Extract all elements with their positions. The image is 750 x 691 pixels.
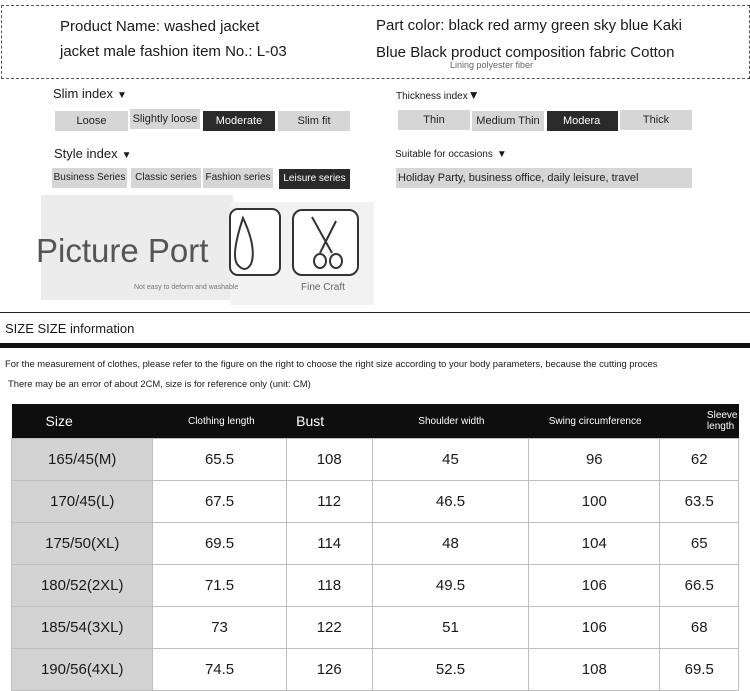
table-cell: 66.5 bbox=[660, 565, 739, 607]
size-note-1: For the measurement of clothes, please refer to the figure on the right to choose the right size according to your body parameters, because the cutting proces bbox=[5, 358, 658, 369]
table-cell: 52.5 bbox=[372, 649, 528, 691]
table-cell: 104 bbox=[529, 523, 660, 565]
col-header-clothing-length: Clothing length bbox=[153, 404, 286, 439]
occasions-text: Suitable for occasions bbox=[395, 149, 493, 160]
table-cell: 65.5 bbox=[153, 439, 286, 481]
style-option-classic[interactable]: Classic series bbox=[131, 168, 201, 188]
slim-option-loose[interactable]: Loose bbox=[55, 111, 128, 131]
style-option-fashion[interactable]: Fashion series bbox=[203, 168, 273, 188]
fine-craft-caption: Fine Craft bbox=[301, 282, 345, 293]
thickness-option-medium-thin[interactable]: Medium Thin bbox=[472, 111, 544, 131]
product-color-line1: Part color: black red army green sky blue Kaki bbox=[376, 17, 682, 34]
size-cell: 185/54(3XL) bbox=[12, 607, 153, 649]
table-cell: 67.5 bbox=[153, 481, 286, 523]
product-color-line2: Blue Black product composition fabric Cotton bbox=[376, 44, 675, 61]
size-cell: 190/56(4XL) bbox=[12, 649, 153, 691]
thickness-index-text: Thickness index bbox=[396, 91, 468, 102]
table-row bbox=[12, 481, 739, 523]
triangle-down-icon: ▼ bbox=[467, 88, 480, 102]
triangle-down-icon: ▼ bbox=[121, 150, 132, 161]
size-note-2: There may be an error of about 2CM, size is for reference only (unit: CM) bbox=[8, 378, 311, 389]
style-option-leisure[interactable]: Leisure series bbox=[279, 169, 350, 189]
table-cell: 126 bbox=[286, 649, 372, 691]
table-row bbox=[12, 649, 739, 691]
table-cell: 73 bbox=[153, 607, 286, 649]
table-row bbox=[12, 565, 739, 607]
size-cell: 170/45(L) bbox=[12, 481, 153, 523]
picture-port-watermark: Picture Port bbox=[36, 232, 209, 269]
col-header-sleeve-length: Sleeve length bbox=[660, 404, 739, 439]
washable-caption: Not easy to deform and washable bbox=[134, 284, 239, 291]
size-table bbox=[11, 404, 739, 691]
table-cell: 118 bbox=[286, 565, 372, 607]
size-section-title: SIZE SIZE information bbox=[5, 321, 135, 336]
col-header-shoulder-width: Shoulder width bbox=[372, 404, 528, 439]
table-cell: 49.5 bbox=[372, 565, 528, 607]
thickness-option-thin[interactable]: Thin bbox=[398, 110, 470, 130]
divider bbox=[0, 312, 750, 313]
table-cell: 48 bbox=[372, 523, 528, 565]
col-header-swing: Swing circumference bbox=[529, 404, 660, 439]
slim-index-text: Slim index bbox=[53, 86, 113, 101]
size-cell: 180/52(2XL) bbox=[12, 565, 153, 607]
table-cell: 69.5 bbox=[153, 523, 286, 565]
lining-text: Lining polyester fiber bbox=[450, 60, 534, 70]
table-row bbox=[12, 607, 739, 649]
thickness-option-moderate[interactable]: Modera bbox=[547, 111, 618, 131]
triangle-down-icon: ▼ bbox=[496, 149, 507, 160]
style-option-business[interactable]: Business Series bbox=[52, 168, 127, 188]
table-cell: 69.5 bbox=[660, 649, 739, 691]
occasions-label bbox=[395, 149, 507, 160]
table-cell: 51 bbox=[372, 607, 528, 649]
thickness-index-label bbox=[396, 88, 480, 102]
style-index-text: Style index bbox=[54, 146, 118, 161]
table-cell: 112 bbox=[286, 481, 372, 523]
table-cell: 108 bbox=[286, 439, 372, 481]
slim-option-moderate[interactable]: Moderate bbox=[203, 111, 275, 131]
slim-option-slim-fit[interactable]: Slim fit bbox=[278, 111, 350, 131]
table-cell: 71.5 bbox=[153, 565, 286, 607]
product-name-line2: jacket male fashion item No.: L-03 bbox=[60, 43, 287, 60]
scissors-icon bbox=[292, 209, 359, 281]
table-cell: 74.5 bbox=[153, 649, 286, 691]
table-cell: 108 bbox=[529, 649, 660, 691]
table-cell: 96 bbox=[529, 439, 660, 481]
table-cell: 100 bbox=[529, 481, 660, 523]
slim-option-slightly-loose[interactable]: Slightly loose bbox=[130, 109, 200, 129]
water-drop-icon bbox=[229, 208, 281, 281]
slim-index-label bbox=[53, 86, 127, 101]
table-cell: 106 bbox=[529, 607, 660, 649]
table-cell: 106 bbox=[529, 565, 660, 607]
table-cell: 63.5 bbox=[660, 481, 739, 523]
table-row bbox=[12, 439, 739, 481]
style-index-label bbox=[54, 146, 132, 161]
table-cell: 46.5 bbox=[372, 481, 528, 523]
size-cell: 175/50(XL) bbox=[12, 523, 153, 565]
table-cell: 65 bbox=[660, 523, 739, 565]
triangle-down-icon: ▼ bbox=[116, 90, 127, 101]
col-header-size: Size bbox=[12, 404, 153, 439]
table-cell: 45 bbox=[372, 439, 528, 481]
table-cell: 114 bbox=[286, 523, 372, 565]
size-cell: 165/45(M) bbox=[12, 439, 153, 481]
occasions-value: Holiday Party, business office, daily leisure, travel bbox=[396, 168, 692, 188]
product-name-line1: Product Name: washed jacket bbox=[60, 18, 260, 35]
table-cell: 68 bbox=[660, 607, 739, 649]
thick-divider bbox=[0, 343, 750, 348]
thickness-option-thick[interactable]: Thick bbox=[620, 110, 692, 130]
table-header-row bbox=[12, 404, 739, 439]
table-cell: 62 bbox=[660, 439, 739, 481]
table-cell: 122 bbox=[286, 607, 372, 649]
table-row bbox=[12, 523, 739, 565]
col-header-bust: Bust bbox=[286, 404, 372, 439]
